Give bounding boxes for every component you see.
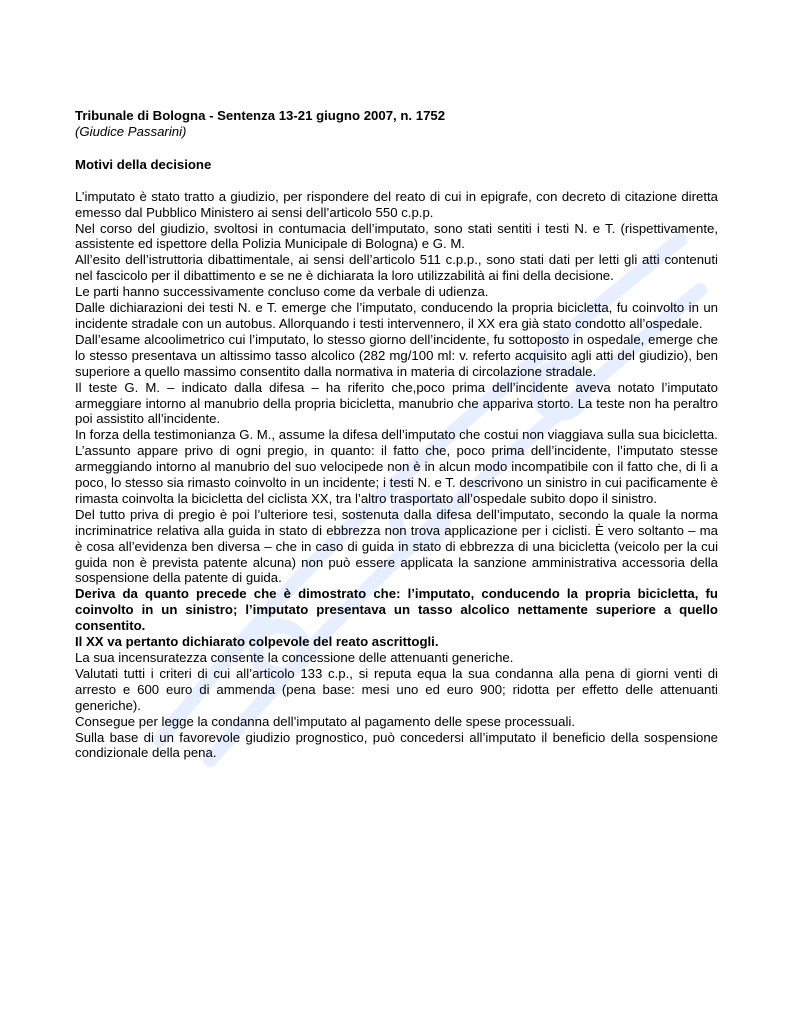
paragraph: Le parti hanno successivamente concluso come da verbale di udienza. xyxy=(75,284,489,300)
judge-name: (Giudice Passarini) xyxy=(75,123,187,139)
paragraph: Del tutto priva di pregio è poi l’ulteriore tesi, sostenuta dalla difesa dell’imputato, secondo la quale la norma incriminatrice relativa alla guida in stato di ebbrezza non trova applicazione per i ciclisti. È vero soltanto – ma è cosa all’evidenza ben diversa – che in caso di guida in stato di ebbrezza di una bicicletta (veicolo per la cui guida non è prevista patente alcuna) non può essere applicata la sanzione amministrativa accessoria della sospensione della patente di guida. xyxy=(75,506,718,586)
paragraph: Deriva da quanto precede che è dimostrato che: l’imputato, conducendo la propria bicicletta, fu coinvolto in un sinistro; l’imputato presentava un tasso alcolico nettamente superiore a quello consentito. xyxy=(75,586,718,634)
paragraph: Valutati tutti i criteri di cui all’articolo 133 c.p., si reputa equa la sua condanna alla pena di giorni venti di arresto e 600 euro di ammenda (pena base: mesi uno ed euro 900; ridotta per effetto delle attenuanti generiche). xyxy=(75,665,718,713)
document-page xyxy=(75,108,718,761)
paragraph: Nel corso del giudizio, svoltosi in contumacia dell’imputato, sono stati sentiti i testi N. e T. (rispettivamente, assistente ed ispettore della Polizia Municipale di Bologna) e G. M. xyxy=(75,220,718,252)
paragraph: Il XX va pertanto dichiarato colpevole del reato ascrittogli. xyxy=(75,634,439,650)
paragraph: All’esito dell’istruttoria dibattimentale, ai sensi dell’articolo 511 c.p.p., sono stati dati per letti gli atti contenuti nel fascicolo per il dibattimento e se ne è dichiarata la loro utilizzabilità ai fini della decisione. xyxy=(75,252,718,284)
paragraph: In forza della testimonianza G. M., assume la difesa dell’imputato che costui non viaggiava sulla sua bicicletta. xyxy=(75,427,718,443)
section-title: Motivi della decisione xyxy=(75,156,212,172)
document-title: Tribunale di Bologna - Sentenza 13-21 giugno 2007, n. 1752 xyxy=(75,108,446,123)
paragraph: Il teste G. M. – indicato dalla difesa – ha riferito che,poco prima dell’incidente aveva notato l’imputato armeggiare intorno al manubrio della propria bicicletta, manubrio che appariva storto. La teste non ha peraltro poi assistito all’incidente. xyxy=(75,379,718,427)
paragraph: Consegue per legge la condanna dell’imputato al pagamento delle spese processuali. xyxy=(75,713,575,729)
paragraph: Dalle dichiarazioni dei testi N. e T. emerge che l’imputato, conducendo la propria bicicletta, fu coinvolto in un incidente stradale con un autobus. Allorquando i testi intervennero, il XX era già stato condotto all’ospedale. xyxy=(75,300,718,331)
paragraph: Sulla base di un favorevole giudizio prognostico, può concedersi all’imputato il beneficio della sospensione condizionale della pena. xyxy=(75,729,718,761)
paragraph: Dall’esame alcoolimetrico cui l’imputato, lo stesso giorno dell’incidente, fu sottoposto in ospedale, emerge che lo stesso presentava un altissimo tasso alcolico (282 mg/100 ml: v. referto acquisito agli atti del giudizio), ben superiore a quello massimo consentito dalla normativa in materia di circolazione stradale. xyxy=(75,331,718,379)
paragraph: La sua incensuratezza consente la concessione delle attenuanti generiche. xyxy=(75,650,514,665)
paragraph: L’imputato è stato tratto a giudizio, per rispondere del reato di cui in epigrafe, con decreto di citazione diretta emesso dal Pubblico Ministero ai sensi dell’articolo 550 c.p.p. xyxy=(75,188,718,220)
document-body xyxy=(75,189,718,762)
paragraph: L’assunto appare privo di ogni pregio, in quanto: il fatto che, poco prima dell’incidente, l’imputato stesse armeggiando intorno al manubrio del suo velocipede non è in alcun modo incompatibile con il fatto che, di lì a poco, lo stesso sia rimasto coinvolto in un incidente; i testi N. e T. descrivono un sinistro in cui pacificamente è rimasta coinvolta la bicicletta del ciclista XX, tra l’altro trasportato all’ospedale subito dopo il sinistro. xyxy=(75,443,718,506)
